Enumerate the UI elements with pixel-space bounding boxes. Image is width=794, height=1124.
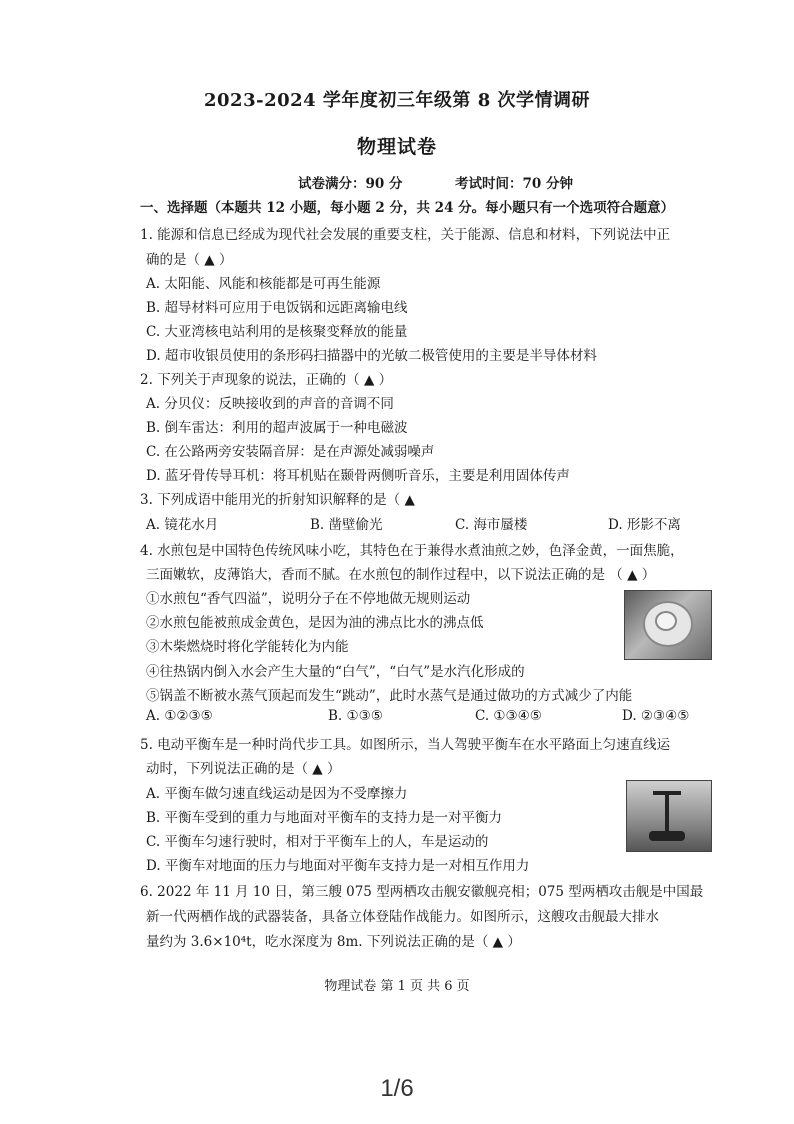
q3-option-b: B. 凿壁偷光: [310, 517, 383, 533]
exam-subject: 物理试卷: [356, 136, 437, 158]
q1-option-b: B. 超导材料可应用于电饭锅和远距离输电线: [146, 300, 408, 316]
q6-stem-line3: 量约为 3.6×10⁴t，吃水深度为 8m. 下列说法正确的是（ ▲ ）: [146, 934, 521, 950]
q4-option-b: B. ①③⑤: [328, 708, 383, 724]
q3-option-a: A. 镜花水月: [146, 517, 219, 533]
section-heading: 一、选择题（本题共 12 小题，每小题 2 分，共 24 分。每小题只有一个选项符合题意）: [140, 200, 675, 216]
q1-option-a: A. 太阳能、风能和核能都是可再生能源: [146, 276, 381, 292]
exam-title: 2023-2024 学年度初三年级第 8 次学情调研: [204, 90, 590, 111]
dumplings-photo: [624, 590, 712, 660]
page-indicator: 1/6: [380, 1075, 414, 1102]
q5-stem-line1: 5. 电动平衡车是一种时尚代步工具。如图所示，当人驾驶平衡车在水平路面上匀速直线运: [140, 737, 671, 753]
page-footer: 物理试卷 第 1 页 共 6 页: [324, 979, 470, 994]
q2-option-b: B. 倒车雷达：利用的超声波属于一种电磁波: [146, 420, 408, 436]
q5-option-c: C. 平衡车匀速行驶时，相对于平衡车上的人，车是运动的: [146, 834, 489, 850]
q4-statement-2: ②水煎包能被煎成金黄色，是因为油的沸点比水的沸点低: [146, 615, 484, 631]
q2-option-c: C. 在公路两旁安装隔音屏：是在声源处减弱噪声: [146, 444, 435, 460]
q3-option-d: D. 形影不离: [608, 517, 681, 533]
q4-option-a: A. ①②③⑤: [146, 708, 213, 724]
q4-statement-3: ③木柴燃烧时将化学能转化为内能: [146, 639, 349, 655]
q4-option-c: C. ①③④⑤: [475, 708, 542, 724]
balance-scooter-photo: [626, 780, 712, 852]
exam-time: 考试时间：70 分钟: [455, 176, 573, 192]
q4-option-d: D. ②③④⑤: [622, 708, 690, 724]
q1-stem-line2: 确的是（ ▲ ）: [146, 252, 233, 268]
q2-option-a: A. 分贝仪：反映接收到的声音的音调不同: [146, 396, 394, 412]
q6-stem-line2: 新一代两栖作战的武器装备，具备立体登陆作战能力。如图所示，这艘攻击舰最大排水: [146, 909, 659, 925]
q1-option-c: C. 大亚湾核电站利用的是核聚变释放的能量: [146, 324, 408, 340]
q1-option-d: D. 超市收银员使用的条形码扫描器中的光敏二极管使用的主要是半导体材料: [146, 348, 597, 364]
q2-stem: 2. 下列关于声现象的说法，正确的（ ▲ ）: [140, 372, 393, 388]
q6-stem-line1: 6. 2022 年 11 月 10 日，第三艘 075 型两栖攻击舰安徽舰亮相；075 型两栖攻击舰是中国最: [140, 884, 704, 900]
q3-option-c: C. 海市蜃楼: [455, 517, 528, 533]
q4-statement-4: ④往热锅内倒入水会产生大量的“白气”，“白气”是水汽化形成的: [146, 664, 525, 680]
q5-option-b: B. 平衡车受到的重力与地面对平衡车的支持力是一对平衡力: [146, 810, 503, 826]
q4-stem-line1: 4. 水煎包是中国特色传统风味小吃，其特色在于兼得水煮油煎之妙，色泽金黄，一面焦脆，: [140, 543, 684, 559]
q1-stem-line1: 1. 能源和信息已经成为现代社会发展的重要支柱，关于能源、信息和材料，下列说法中正: [140, 227, 671, 243]
q2-option-d: D. 蓝牙骨传导耳机：将耳机贴在颞骨两侧听音乐，主要是利用固体传声: [146, 468, 570, 484]
q4-statement-5: ⑤锅盖不断被水蒸气顶起而发生“跳动”，此时水蒸气是通过做功的方式减少了内能: [146, 688, 633, 704]
q5-option-d: D. 平衡车对地面的压力与地面对平衡车支持力是一对相互作用力: [146, 858, 530, 874]
q4-statement-1: ①水煎包“香气四溢”，说明分子在不停地做无规则运动: [146, 591, 471, 607]
q5-stem-line2: 动时，下列说法正确的是（ ▲ ）: [146, 761, 341, 777]
q5-option-a: A. 平衡车做匀速直线运动是因为不受摩擦力: [146, 786, 408, 802]
q4-stem-line2: 三面嫩软，皮薄馅大，香而不腻。在水煎包的制作过程中，以下说法正确的是 （ ▲ ）: [146, 567, 656, 583]
full-score: 试卷满分：90 分: [298, 176, 403, 192]
q3-stem: 3. 下列成语中能用光的折射知识解释的是（ ▲: [140, 492, 415, 508]
